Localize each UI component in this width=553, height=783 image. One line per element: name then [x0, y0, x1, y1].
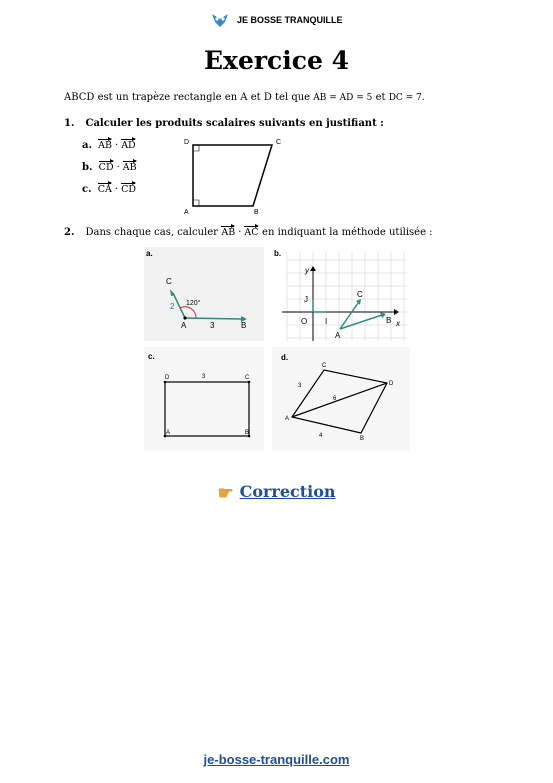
point-label: A: [181, 321, 187, 330]
point-label: C: [276, 139, 282, 146]
dot-operator: ·: [238, 227, 242, 238]
exercise-intro: [64, 92, 425, 103]
length-label: 3: [210, 321, 215, 330]
point-label: I: [325, 317, 328, 326]
length-label: 2: [170, 302, 175, 311]
vector: AB: [221, 227, 236, 238]
vector: AD: [121, 140, 136, 151]
point-label: D: [165, 375, 170, 381]
figure-a: [144, 247, 264, 341]
vector: CD: [121, 184, 136, 195]
figure-tag: d.: [281, 353, 289, 362]
figure-tag: a.: [146, 249, 153, 258]
question-2-number: 2.: [64, 227, 75, 238]
owl-logo-icon: [210, 12, 230, 28]
point-label: D: [389, 381, 394, 387]
question-2-text-after: en indiquant la méthode utilisée :: [262, 227, 433, 238]
question-1-text: Calculer les produits scalaires suivants en justifiant :: [85, 118, 384, 129]
point-label: A: [184, 209, 189, 216]
dot-operator: ·: [115, 140, 119, 151]
vector: AC: [244, 227, 259, 238]
question-1-number: 1.: [64, 118, 75, 129]
intro-eq1: AB = AD = 5: [313, 93, 373, 103]
footer: [0, 752, 553, 767]
point-label: D: [184, 139, 190, 146]
question-1: [64, 118, 384, 129]
brand-name: JE BOSSE TRANQUILLE: [237, 15, 343, 25]
point-label: J: [304, 295, 308, 304]
vector: AB: [98, 140, 112, 151]
point-label: C: [166, 277, 172, 286]
point-label: B: [245, 430, 250, 436]
point-label: B: [386, 316, 392, 325]
figure-c: [144, 347, 264, 451]
q1-item-a: [82, 140, 136, 151]
item-label: a.: [82, 140, 92, 151]
point-label: C: [322, 363, 327, 369]
length-label: 4: [319, 433, 323, 439]
point-label: B: [254, 209, 259, 216]
item-label: b.: [82, 162, 93, 173]
length-label: 3: [298, 383, 302, 389]
intro-join: et: [375, 92, 386, 103]
intro-text: ABCD est un trapèze rectangle en A et D tel que: [64, 92, 311, 103]
brand-header: [0, 12, 553, 28]
vector: AB: [122, 162, 137, 173]
page-title: Exercice 4: [204, 46, 349, 75]
question-2: [64, 227, 433, 238]
figure-b: [272, 247, 410, 341]
trapezoid-figure: [180, 136, 290, 218]
figure-tag: b.: [274, 249, 282, 258]
point-label: C: [245, 375, 250, 381]
dot-operator: ·: [116, 162, 120, 173]
vector: CA: [97, 184, 112, 195]
vector: CD: [98, 162, 114, 173]
axis-label: x: [396, 319, 400, 328]
figure-tag: c.: [148, 352, 155, 361]
axis-label: y: [305, 266, 309, 275]
point-label: B: [360, 436, 365, 442]
point-label: B: [241, 321, 247, 330]
correction-row: [0, 482, 553, 504]
point-label: A: [285, 416, 290, 422]
correction-link[interactable]: Correction: [239, 482, 336, 501]
pointing-hand-icon: ☛: [217, 483, 234, 504]
q1-item-c: [82, 184, 136, 195]
dot-operator: ·: [114, 184, 119, 195]
angle-label: 120°: [186, 300, 201, 307]
intro-eq2: DC = 7.: [388, 93, 425, 103]
point-label: O: [301, 317, 308, 326]
item-label: c.: [82, 184, 92, 195]
length-label: 3: [202, 374, 206, 380]
point-label: A: [335, 331, 341, 340]
q1-item-b: [82, 162, 137, 173]
point-label: A: [166, 430, 171, 436]
figure-d: [272, 347, 410, 451]
length-label: 6: [333, 396, 337, 402]
point-label: C: [357, 290, 363, 299]
question-2-text-before: Dans chaque cas, calculer: [85, 227, 218, 238]
footer-site-link[interactable]: je-bosse-tranquille.com: [203, 752, 350, 767]
